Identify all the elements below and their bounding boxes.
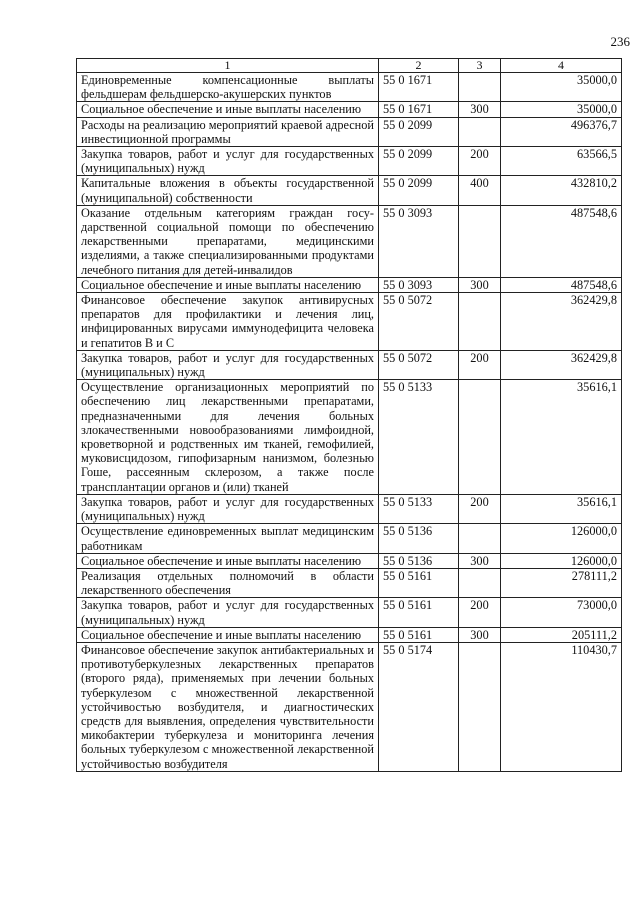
- row-code-cell: 55 0 5136: [379, 553, 459, 568]
- row-name-cell: Закупка товаров, работ и услуг для государственных (муниципальных) нужд: [77, 598, 379, 627]
- row-amount-cell: 432810,2: [501, 176, 622, 205]
- column-header-name: 1: [77, 59, 379, 73]
- row-type-cell: 200: [459, 350, 501, 379]
- row-name-cell: Финансовое обеспечение закупок антибактериальных и противотуберкулезных лекарственных препаратов (второго ряда), применяемых при лечении больных туберкулезом с множественной лекарственной устойчивостью возбудителя, и диагностических средств для выявления, определения чувствительности микобактерии туберкулеза и мониторинга лечения больных туберкулезом с множественной лекарственной устойчивостью возбудителя: [77, 642, 379, 771]
- header-row: [77, 59, 622, 73]
- row-type-cell: 300: [459, 553, 501, 568]
- row-type-cell: [459, 293, 501, 351]
- table-row: [77, 598, 622, 627]
- row-amount-cell: 487548,6: [501, 277, 622, 292]
- column-header-code: 2: [379, 59, 459, 73]
- row-name-cell: Финансовое обеспечение закупок антивирусных препаратов для профилактики и лечения лиц, инфицированных вирусами иммунодефицита человека и гепатитов В и С: [77, 293, 379, 351]
- row-amount-cell: 35000,0: [501, 73, 622, 102]
- row-code-cell: 55 0 5072: [379, 293, 459, 351]
- row-amount-cell: 487548,6: [501, 205, 622, 277]
- row-code-cell: 55 0 2099: [379, 147, 459, 176]
- row-type-cell: [459, 73, 501, 102]
- row-code-cell: 55 0 1671: [379, 102, 459, 117]
- table-row: [77, 73, 622, 102]
- row-name-cell: Закупка товаров, работ и услуг для государственных (муниципальных) нужд: [77, 147, 379, 176]
- table-row: [77, 277, 622, 292]
- table-row: [77, 568, 622, 597]
- row-amount-cell: 126000,0: [501, 524, 622, 553]
- row-name-cell: Социальное обеспечение и иные выплаты населению: [77, 553, 379, 568]
- row-code-cell: 55 0 5161: [379, 598, 459, 627]
- row-name-cell: Осуществление организационных мероприятий по обеспечению лиц лекарственными препаратами, предназначенными для лечения больных злокачественными новообразованиями лимфоидной, кроветворной и родственных им тканей, гемофилией, муковисцидозом, гипофизарным нанизмом, болезнью Гоше, рассеянным склерозом, а также после трансплантации органов и (или) тканей: [77, 380, 379, 495]
- row-code-cell: 55 0 5174: [379, 642, 459, 771]
- row-type-cell: 400: [459, 176, 501, 205]
- row-amount-cell: 35616,1: [501, 494, 622, 523]
- table-row: [77, 494, 622, 523]
- row-code-cell: 55 0 3093: [379, 277, 459, 292]
- table-row: [77, 350, 622, 379]
- row-type-cell: 300: [459, 627, 501, 642]
- row-name-cell: Социальное обеспечение и иные выплаты населению: [77, 102, 379, 117]
- row-type-cell: 300: [459, 277, 501, 292]
- row-type-cell: 200: [459, 147, 501, 176]
- row-amount-cell: 73000,0: [501, 598, 622, 627]
- row-amount-cell: 205111,2: [501, 627, 622, 642]
- row-type-cell: [459, 642, 501, 771]
- row-amount-cell: 278111,2: [501, 568, 622, 597]
- row-name-cell: Единовременные компенсационные выплаты фельдшерам фельдшерско-акушерских пунктов: [77, 73, 379, 102]
- table-body: [77, 73, 622, 772]
- row-code-cell: 55 0 5072: [379, 350, 459, 379]
- column-header-type: 3: [459, 59, 501, 73]
- row-code-cell: 55 0 3093: [379, 205, 459, 277]
- table-header: [77, 59, 622, 73]
- row-code-cell: 55 0 2099: [379, 176, 459, 205]
- row-type-cell: [459, 524, 501, 553]
- row-code-cell: 55 0 5133: [379, 380, 459, 495]
- row-amount-cell: 362429,8: [501, 350, 622, 379]
- table-row: [77, 380, 622, 495]
- row-name-cell: Реализация отдельных полномочий в области лекарственного обеспечения: [77, 568, 379, 597]
- row-name-cell: Расходы на реализацию мероприятий краевой адресной инвестиционной программы: [77, 117, 379, 146]
- row-amount-cell: 63566,5: [501, 147, 622, 176]
- row-name-cell: Оказание отдельным категориям граждан государственной социальной помощи по обеспечению лекарственными препаратами, медицинскими изделиями, а также специализированными продуктами лечебного питания для детей-инвалидов: [77, 205, 379, 277]
- table-row: [77, 176, 622, 205]
- row-name-cell: Капитальные вложения в объекты государственной (муниципальной) собственности: [77, 176, 379, 205]
- table-row: [77, 627, 622, 642]
- row-name-cell: Осуществление единовременных выплат медицинским работникам: [77, 524, 379, 553]
- table-row: [77, 642, 622, 771]
- row-name-cell: Социальное обеспечение и иные выплаты населению: [77, 277, 379, 292]
- row-amount-cell: 35000,0: [501, 102, 622, 117]
- table-row: [77, 524, 622, 553]
- table-row: [77, 293, 622, 351]
- column-header-amount: 4: [501, 59, 622, 73]
- row-type-cell: [459, 380, 501, 495]
- row-type-cell: 300: [459, 102, 501, 117]
- row-type-cell: 200: [459, 494, 501, 523]
- row-code-cell: 55 0 1671: [379, 73, 459, 102]
- row-code-cell: 55 0 5161: [379, 568, 459, 597]
- row-name-cell: Социальное обеспечение и иные выплаты населению: [77, 627, 379, 642]
- row-amount-cell: 362429,8: [501, 293, 622, 351]
- row-amount-cell: 496376,7: [501, 117, 622, 146]
- row-type-cell: [459, 205, 501, 277]
- row-name-cell: Закупка товаров, работ и услуг для государственных (муниципальных) нужд: [77, 350, 379, 379]
- table-row: [77, 205, 622, 277]
- table-row: [77, 117, 622, 146]
- row-code-cell: 55 0 5133: [379, 494, 459, 523]
- table-row: [77, 147, 622, 176]
- row-type-cell: [459, 117, 501, 146]
- row-code-cell: 55 0 2099: [379, 117, 459, 146]
- row-amount-cell: 126000,0: [501, 553, 622, 568]
- row-type-cell: [459, 568, 501, 597]
- budget-table: [76, 58, 622, 772]
- page-number: 236: [610, 34, 630, 49]
- row-name-cell: Закупка товаров, работ и услуг для государственных (муниципальных) нужд: [77, 494, 379, 523]
- row-code-cell: 55 0 5136: [379, 524, 459, 553]
- row-type-cell: 200: [459, 598, 501, 627]
- table-row: [77, 102, 622, 117]
- row-amount-cell: 110430,7: [501, 642, 622, 771]
- table-row: [77, 553, 622, 568]
- row-code-cell: 55 0 5161: [379, 627, 459, 642]
- row-amount-cell: 35616,1: [501, 380, 622, 495]
